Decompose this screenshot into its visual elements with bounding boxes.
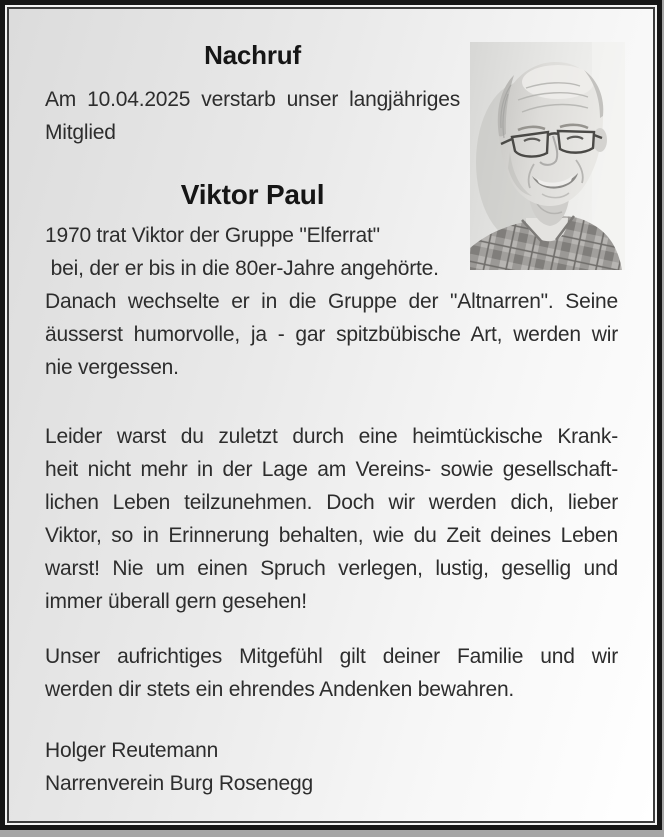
body-line: Unser aufrichtiges Mitgefühl gilt deiner Familie und wir: [45, 645, 618, 668]
body-line: heit nicht mehr in der Lage am Vereins- sowie gesellschaft-: [45, 458, 618, 481]
body-line: 1970 trat Viktor der Gruppe "Elferrat": [45, 224, 380, 247]
body-line: immer überall gern gesehen!: [45, 590, 307, 613]
signature-organization: Narrenverein Burg Rosenegg: [45, 772, 313, 795]
tribute-paragraph: [45, 420, 618, 618]
signature-block: [45, 734, 618, 800]
deceased-name: Viktor Paul: [180, 179, 325, 210]
portrait-photo-image: [470, 42, 625, 270]
intro-line: Am 10.04.2025 verstarb unser langjähriges: [45, 88, 460, 111]
notice-title: Nachruf: [204, 40, 301, 70]
body-line: warst! Nie um einen Spruch verlegen, lustig, gesellig und: [45, 557, 618, 580]
body-line: Leider warst du zuletzt durch eine heimtückische Krank-: [45, 425, 618, 448]
portrait-photo: [470, 42, 625, 270]
body-line: Viktor, so in Erinnerung behalten, wie du Zeit deines Leben: [45, 524, 618, 547]
body-line: lichen Leben teilzunehmen. Doch wir werden dich, lieber: [45, 491, 618, 514]
body-line: nie vergessen.: [45, 356, 179, 379]
notice-content: [7, 7, 655, 823]
signature-name: Holger Reutemann: [45, 739, 219, 762]
condolence-paragraph: [45, 640, 618, 706]
intro-line: Mitglied: [45, 121, 116, 144]
body-line: bei, der er bis in die 80er-Jahre angehörte.: [45, 257, 439, 280]
body-line: äusserst humorvolle, ja - gar spitzbübische Art, werden wir: [45, 323, 618, 346]
body-line: werden dir stets ein ehrendes Andenken bewahren.: [45, 678, 515, 701]
body-line: Danach wechselte er in die Gruppe der "Altnarren". Seine: [45, 290, 618, 313]
